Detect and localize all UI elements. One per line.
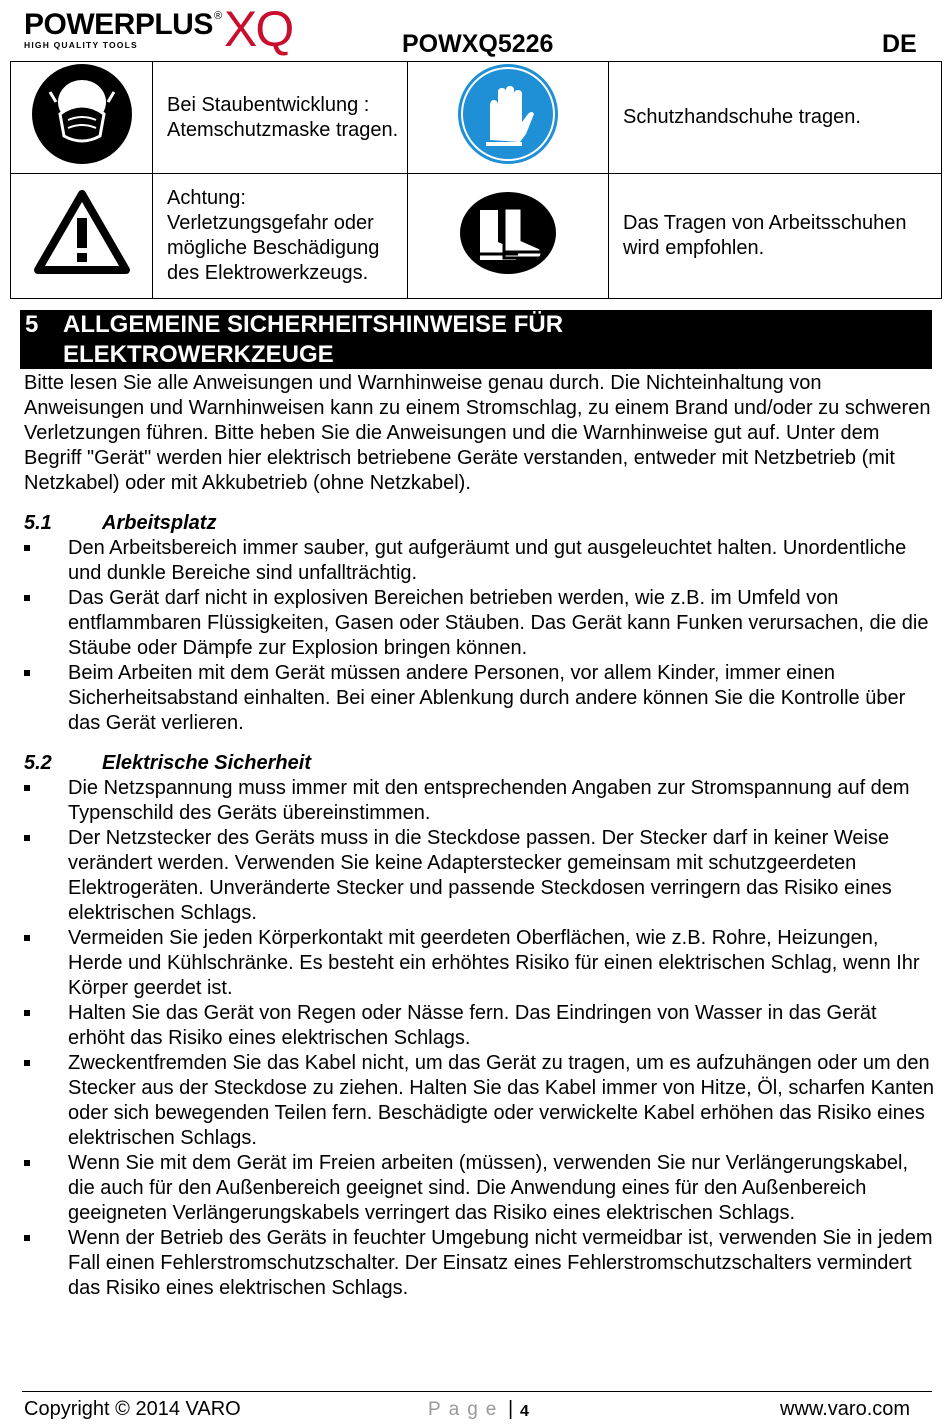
brand-logo	[24, 1, 324, 57]
footer-divider	[22, 1391, 932, 1392]
list-item	[24, 1226, 934, 1301]
safety-icons-table	[10, 61, 942, 299]
icon-description: Bei Staubentwicklung : Atemschutzmaske tragen.	[153, 62, 408, 174]
list-item-text: Wenn der Betrieb des Geräts in feuchter Umgebung nicht vermeidbar ist, verwenden Sie in jedem Fall einen Fehlerstromschutzschalter. Der Einsatz eines Fehlerstromschutzschalters vermindert das Risiko eines elektrischen Schlags.	[68, 1227, 933, 1299]
footer-page-number: 4	[520, 1403, 529, 1420]
dust-mask-icon	[30, 62, 134, 166]
footer-website: www.varo.com	[780, 1398, 911, 1420]
list-item-text: Das Gerät darf nicht in explosiven Bereichen betrieben werden, wie z.B. im Umfeld von entflammbaren Flüssigkeiten, Gasen oder Stäuben. Das Gerät kann Funken verursachen, die die Stäube oder Dämpfe zur Explosion bringen können.	[68, 587, 929, 659]
list-item	[24, 776, 934, 826]
table-row	[11, 174, 942, 299]
footer-copyright: Copyright © 2014 VARO	[24, 1398, 241, 1420]
bullet-icon	[24, 835, 30, 841]
safety-boots-icon	[458, 190, 558, 276]
icon-cell	[408, 62, 609, 174]
list-item-text: Die Netzspannung muss immer mit den entsprechenden Angaben zur Stromspannung auf dem Typenschild des Geräts übereinstimmen.	[68, 777, 910, 824]
warning-triangle-icon	[34, 190, 130, 276]
page-header	[0, 0, 950, 62]
section-intro: Bitte lesen Sie alle Anweisungen und Warnhinweise genau durch. Die Nichteinhaltung von Anweisungen und Warnhinweisen kann zu einem Stromschlag, zu einem Brand und/oder zu schweren Verletzungen führen. Bitte heben Sie die Anweisungen und die Warnhinweise gut auf. Unter dem Begriff "Gerät" werden hier elektrisch betriebene Geräte verstanden, entweder mit Netzbetrieb (mit Netzkabel) oder mit Akkubetrieb (ohne Netzkabel).	[24, 372, 931, 494]
bullet-icon	[24, 595, 30, 601]
bullet-icon	[24, 545, 30, 551]
list-item	[24, 586, 934, 661]
bullet-icon	[24, 1235, 30, 1241]
list-item-text: Halten Sie das Gerät von Regen oder Nässe fern. Das Eindringen von Wasser in das Gerät erhöht das Risiko eines elektrischen Schlags.	[68, 1002, 877, 1049]
bullet-icon	[24, 1060, 30, 1066]
icon-description: Das Tragen von Arbeitsschuhen wird empfohlen.	[609, 174, 942, 299]
icon-cell	[11, 62, 153, 174]
list-item	[24, 926, 934, 1001]
bullet-icon	[24, 1160, 30, 1166]
bullet-icon	[24, 935, 30, 941]
list-item	[24, 826, 934, 926]
subsection-heading	[24, 751, 311, 776]
section-title-line2: ELEKTROWERKZEUGE	[63, 341, 334, 368]
list-item	[24, 1051, 934, 1151]
protective-gloves-icon	[456, 62, 560, 166]
list-item	[24, 1001, 934, 1051]
list-item-text: Der Netzstecker des Geräts muss in die Steckdose passen. Der Stecker darf in keiner Weise verändert werden. Verwenden Sie keine Adapterstecker gemeinsam mit schutzgeerdeten Elektrogeräten. Unveränderte Stecker und passende Steckdosen verringern das Risiko eines elektrischen Schlags.	[68, 827, 892, 924]
brand-xq: XQ	[224, 1, 293, 57]
subsection-number: 5.1	[24, 512, 52, 534]
footer-separator: |	[508, 1398, 514, 1420]
subsection-title: Arbeitsplatz	[102, 512, 217, 534]
icon-cell	[408, 174, 609, 299]
list-item-text: Zweckentfremden Sie das Kabel nicht, um das Gerät zu tragen, um es aufzuhängen oder um den Stecker aus der Steckdose zu ziehen. Halten Sie das Kabel immer von Hitze, Öl, scharfen Kanten oder sich bewegenden Teilen fern. Beschädigte oder verwickelte Kabel erhöhen das Risiko eines elektrischen Schlags.	[68, 1052, 934, 1149]
workplace-list	[24, 536, 934, 736]
model-number: POWXQ5226	[402, 30, 554, 58]
subsection-number: 5.2	[24, 752, 52, 774]
electrical-safety-list	[24, 776, 934, 1301]
language-code: DE	[882, 30, 917, 58]
subsection-title: Elektrische Sicherheit	[102, 752, 311, 774]
brand-registered-mark: ®	[214, 10, 223, 22]
bullet-icon	[24, 1010, 30, 1016]
icon-description: Schutzhandschuhe tragen.	[609, 62, 942, 174]
table-row	[11, 62, 942, 174]
brand-name: POWERPLUS	[24, 8, 213, 41]
list-item-text: Den Arbeitsbereich immer sauber, gut aufgeräumt und gut ausgeleuchtet halten. Unordentliche und dunkle Bereiche sind unfallträchtig.	[68, 537, 907, 584]
list-item	[24, 536, 934, 586]
icon-cell	[11, 174, 153, 299]
list-item	[24, 1151, 934, 1226]
footer-page-label: Page	[428, 1399, 505, 1420]
bullet-icon	[24, 670, 30, 676]
icon-description: Achtung: Verletzungsgefahr oder mögliche Beschädigung des Elektrowerkzeugs.	[153, 174, 408, 299]
section-title-line1: ALLGEMEINE SICHERHEITSHINWEISE FÜR	[63, 311, 564, 338]
section-number: 5	[25, 311, 39, 338]
list-item-text: Vermeiden Sie jeden Körperkontakt mit geerdeten Oberflächen, wie z.B. Rohre, Heizungen, Herde und Kühlschränke. Es besteht ein erhöhtes Risiko für einen elektrischen Schlag, wenn Ihr Körper geerdet ist.	[68, 927, 920, 999]
section-heading	[20, 310, 932, 369]
list-item-text: Beim Arbeiten mit dem Gerät müssen andere Personen, vor allem Kinder, immer einen Sicherheitsabstand einhalten. Bei einer Ablenkung durch andere können Sie die Kontrolle über das Gerät verlieren.	[68, 662, 906, 734]
subsection-heading	[24, 511, 216, 536]
brand-tagline: HIGH QUALITY TOOLS	[24, 40, 138, 50]
list-item-text: Wenn Sie mit dem Gerät im Freien arbeiten (müssen), verwenden Sie nur Verlängerungskabel, die auch für den Außenbereich geeignet sind. Die Anwendung eines für den Außenbereich geeigneten Verlängerungskabels verringert das Risiko eines elektrischen Schlags.	[68, 1152, 909, 1224]
bullet-icon	[24, 785, 30, 791]
list-item	[24, 661, 934, 736]
